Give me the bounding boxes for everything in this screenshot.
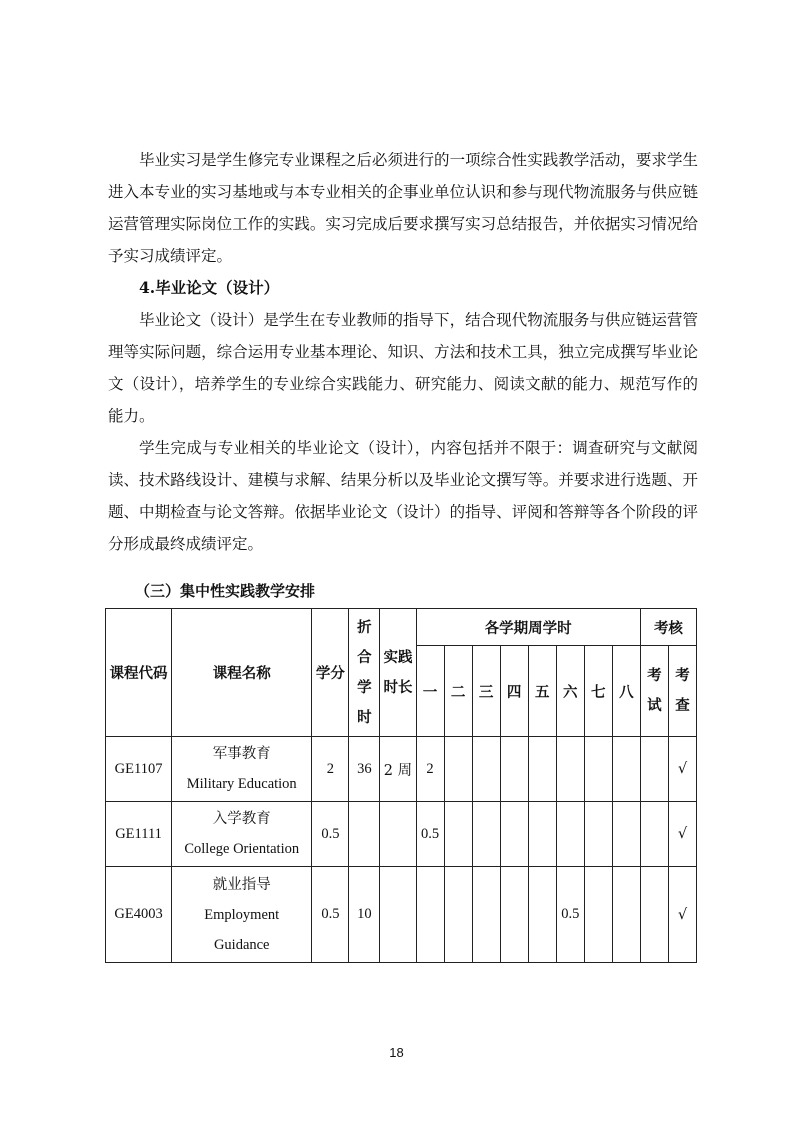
- header-exam-line2: 试: [647, 697, 662, 714]
- cell-hours: 36: [349, 737, 380, 802]
- header-check-line1: 考: [675, 667, 690, 684]
- cell-semester-6: [556, 737, 584, 802]
- cell-semester-3: [472, 737, 500, 802]
- cell-semester-8: [612, 867, 640, 963]
- header-credit: 学分: [312, 609, 349, 737]
- header-hours-line2: 合: [357, 648, 372, 666]
- header-semester-8: 八: [612, 646, 640, 737]
- cell-semester-4: [500, 737, 528, 802]
- cell-semester-7: [584, 737, 612, 802]
- header-exam-line1: 考: [647, 667, 662, 684]
- cell-exam: [640, 802, 668, 867]
- cell-exam: [640, 867, 668, 963]
- cell-hours: 10: [349, 867, 380, 963]
- cell-semester-2: [444, 737, 472, 802]
- cell-semester-6: 0.5: [556, 867, 584, 963]
- paragraph-internship: 毕业实习是学生修完专业课程之后必须进行的一项综合性实践教学活动，要求学生进入本专业的实习基地或与本专业相关的企事业单位认识和参与现代物流服务与供应链运营管理实际岗位工作的实践。实习完成后要求撰写实习总结报告，并依据实习情况给予实习成绩评定。: [108, 151, 698, 265]
- header-semester-6: 六: [556, 646, 584, 737]
- header-hours: [349, 609, 380, 737]
- cell-check: √: [668, 802, 696, 867]
- paragraph-thesis-intro: 毕业论文（设计）是学生在专业教师的指导下，结合现代物流服务与供应链运营管理等实际问题，综合运用专业基本理论、知识、方法和技术工具，独立完成撰写毕业论文（设计），培养学生的专业综合实践能力、研究能力、阅读文献的能力、规范写作的能力。: [108, 311, 698, 425]
- cell-semester-4: [500, 867, 528, 963]
- cell-course-code: GE1107: [106, 737, 172, 802]
- header-semester-4: 四: [500, 646, 528, 737]
- cell-semester-4: [500, 802, 528, 867]
- cell-semester-3: [472, 802, 500, 867]
- cell-practice-duration: [380, 867, 416, 963]
- page-number: 18: [389, 1045, 404, 1060]
- header-practice-line1: 实践: [383, 648, 413, 666]
- header-semester-1: 一: [416, 646, 444, 737]
- cell-semester-7: [584, 867, 612, 963]
- cell-exam: [640, 737, 668, 802]
- cell-semester-3: [472, 867, 500, 963]
- table-row: [106, 802, 697, 867]
- header-hours-line4: 时: [357, 708, 372, 726]
- header-exam: [640, 646, 668, 737]
- cell-course-name: [172, 802, 312, 867]
- paragraph-thesis-content: 学生完成与专业相关的毕业论文（设计），内容包括并不限于：调查研究与文献阅读、技术路线设计、建模与求解、结果分析以及毕业论文撰写等。并要求进行选题、开题、中期检查与论文答辩。依据毕业论文（设计）的指导、评阅和答辩等各个阶段的评分形成最终成绩评定。: [108, 439, 698, 553]
- header-semester-2: 二: [444, 646, 472, 737]
- cell-check: √: [668, 867, 696, 963]
- cell-semester-5: [528, 867, 556, 963]
- cell-credit: 0.5: [312, 802, 349, 867]
- course-name-en: Military Education: [186, 776, 297, 792]
- cell-credit: 2: [312, 737, 349, 802]
- cell-course-code: GE4003: [106, 867, 172, 963]
- course-name-en: College Orientation: [184, 841, 300, 857]
- course-name-cn: 军事教育: [212, 746, 271, 762]
- header-semester-5: 五: [528, 646, 556, 737]
- course-name-en-line2: Guidance: [213, 936, 270, 953]
- cell-semester-7: [584, 802, 612, 867]
- heading-thesis: 4.毕业论文（设计）: [139, 278, 280, 297]
- header-practice-line2: 时长: [383, 678, 413, 696]
- course-name-cn: 就业指导: [212, 876, 271, 893]
- cell-course-code: GE1111: [106, 802, 172, 867]
- header-semester-group: 各学期周学时: [416, 609, 640, 646]
- header-semester-3: 三: [472, 646, 500, 737]
- cell-practice-duration: [380, 802, 416, 867]
- cell-hours: [349, 802, 380, 867]
- table-row: [106, 737, 697, 802]
- cell-semester-8: [612, 802, 640, 867]
- header-course-name: 课程名称: [172, 609, 312, 737]
- cell-semester-5: [528, 802, 556, 867]
- cell-semester-1: [416, 867, 444, 963]
- cell-semester-1: 2: [416, 737, 444, 802]
- cell-course-name: [172, 737, 312, 802]
- header-course-code: 课程代码: [106, 609, 172, 737]
- section-title: （三）集中性实践教学安排: [135, 582, 316, 600]
- cell-semester-8: [612, 737, 640, 802]
- cell-semester-6: [556, 802, 584, 867]
- practice-schedule-table: [105, 608, 697, 963]
- header-hours-line1: 折: [357, 618, 372, 636]
- header-practice-duration: [380, 609, 416, 737]
- header-check-line2: 查: [675, 697, 690, 714]
- header-check: [668, 646, 696, 737]
- header-assessment-group: 考核: [640, 609, 696, 646]
- course-name-en: Employment: [204, 906, 280, 923]
- table-row: [106, 867, 697, 963]
- course-name-cn: 入学教育: [212, 811, 271, 827]
- cell-check: √: [668, 737, 696, 802]
- cell-practice-duration: 2 周: [380, 737, 416, 802]
- header-hours-line3: 学: [357, 678, 372, 696]
- header-semester-7: 七: [584, 646, 612, 737]
- cell-semester-5: [528, 737, 556, 802]
- cell-semester-2: [444, 867, 472, 963]
- cell-semester-1: 0.5: [416, 802, 444, 867]
- cell-credit: 0.5: [312, 867, 349, 963]
- cell-course-name: [172, 867, 312, 963]
- cell-semester-2: [444, 802, 472, 867]
